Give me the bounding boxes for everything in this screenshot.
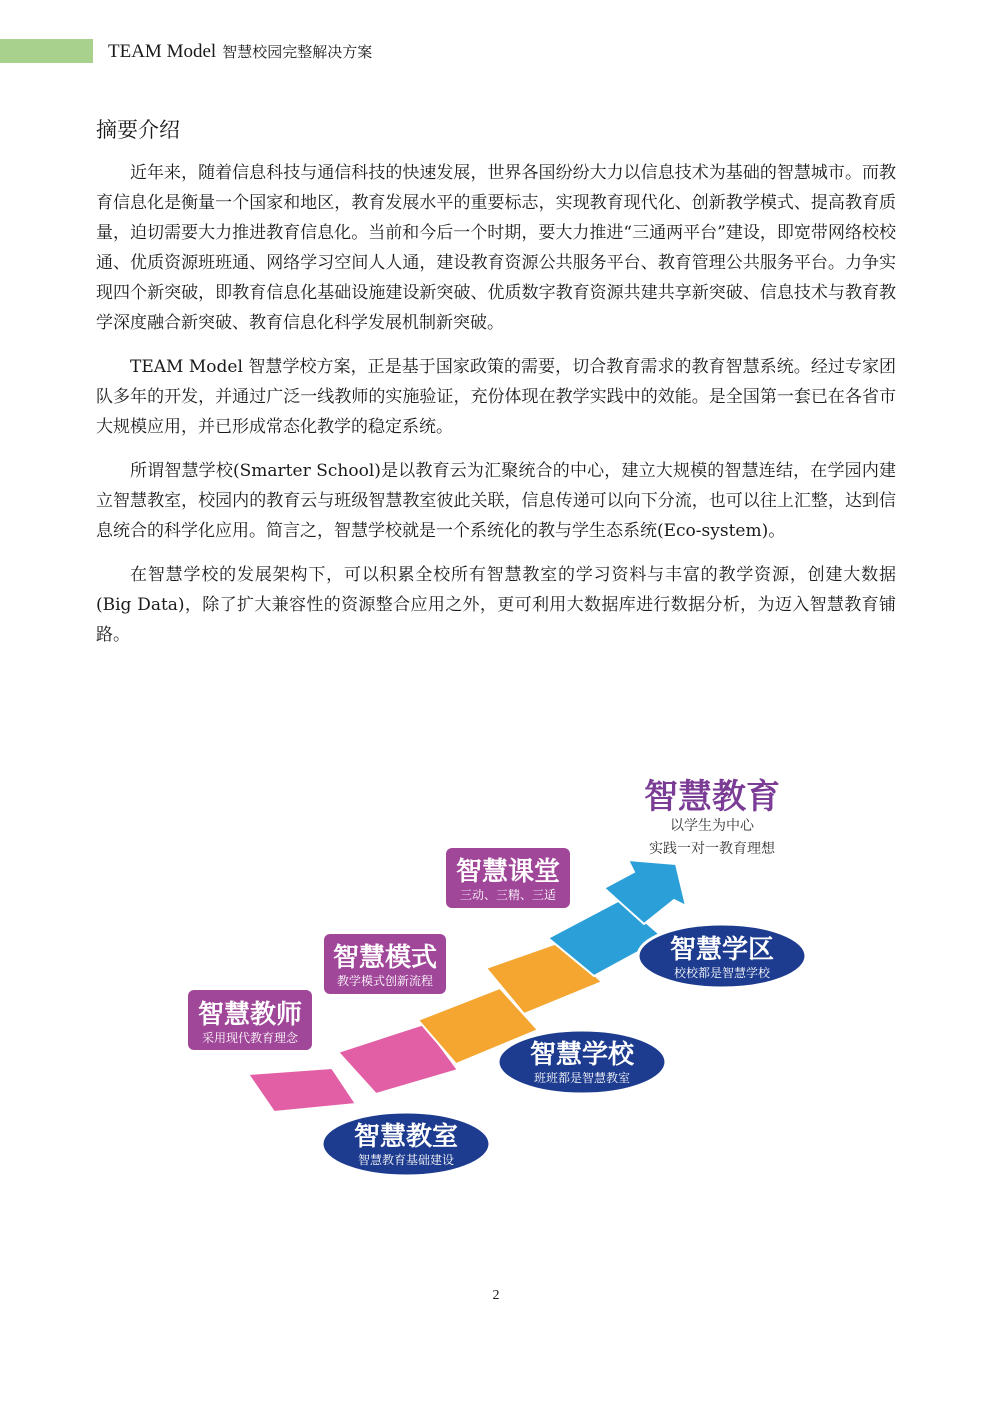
mode-subtitle: 教学模式创新流程 xyxy=(336,974,434,988)
school-title: 智慧学校 xyxy=(529,1040,635,1070)
lesson-subtitle: 三动、三精、三适 xyxy=(459,888,557,902)
education-title: 智慧教育 xyxy=(644,777,780,817)
paragraph-1: 近年来，随着信息科技与通信科技的快速发展，世界各国纷纷大力以信息技术为基础的智慧城市。而教育信息化是衡量一个国家和地区，教育发展水平的重要标志，实现教育现代化、创新教学模式、提高教育质量，迫切需要大力推进教育信息化。当前和今后一个时期，要大力推进“三通两平台”建设，即宽带网络校校通、优质资源班班通、网络学习空间人人通，建设教育资源公共服务平台、教育管理公共服务平台。力争实现四个新突破，即教育信息化基础设施建设新突破、优质数字教育资源共建共享新突破、信息技术与教育教学深度融合新突破、教育信息化科学发展机制新突破。 xyxy=(96,163,896,333)
header-brand: TEAM Model xyxy=(108,41,217,62)
district-subtitle: 校校都是智慧学校 xyxy=(673,966,771,980)
page-number: 2 xyxy=(492,1288,500,1303)
education-subtitle-2: 实践一对一教育理想 xyxy=(649,841,775,857)
paragraph-3: 所谓智慧学校(Smarter School)是以教育云为汇聚统合的中心，建立大规模的智慧连结，在学园内建立智慧教室，校园内的教育云与班级智慧教室彼此关联，信息传递可以向下分流，也可以往上汇整，达到信息统合的科学化应用。简言之，智慧学校就是一个系统化的教与学生态系统(Eco-system)。 xyxy=(96,461,896,541)
paragraph-4: 在智慧学校的发展架构下，可以积累全校所有智慧教室的学习资料与丰富的教学资源，创建大数据(Big Data)，除了扩大兼容性的资源整合应用之外，更可利用大数据库进行数据分析，为迈入智慧教育铺路。 xyxy=(96,565,896,645)
header-accent-bar xyxy=(0,39,93,63)
education-subtitle-1: 以学生为中心 xyxy=(670,818,754,834)
classroom-subtitle: 智慧教育基础建设 xyxy=(357,1153,455,1167)
school-subtitle: 班班都是智慧教室 xyxy=(533,1071,631,1085)
smart-education-staircase-diagram xyxy=(180,760,820,1190)
district-title: 智慧学区 xyxy=(669,935,775,965)
body-text xyxy=(96,158,896,664)
section-title: 摘要介绍 xyxy=(96,118,180,142)
lesson-title: 智慧课堂 xyxy=(455,857,561,887)
classroom-title: 智慧教室 xyxy=(353,1122,459,1152)
teacher-subtitle: 采用现代教育理念 xyxy=(201,1031,299,1045)
step-tile-1 xyxy=(248,1068,356,1112)
page-header xyxy=(0,38,992,64)
mode-title: 智慧模式 xyxy=(332,943,438,973)
header-subtitle: 智慧校园完整解决方案 xyxy=(222,43,373,61)
teacher-title: 智慧教师 xyxy=(197,1000,303,1030)
header-title xyxy=(108,40,372,63)
paragraph-2: TEAM Model 智慧学校方案，正是基于国家政策的需要，切合教育需求的教育智慧系统。经过专家团队多年的开发，并通过广泛一线教师的实施验证，充份体现在教学实践中的效能。是全国第一套已在各省市大规模应用，并已形成常态化教学的稳定系统。 xyxy=(96,357,896,437)
